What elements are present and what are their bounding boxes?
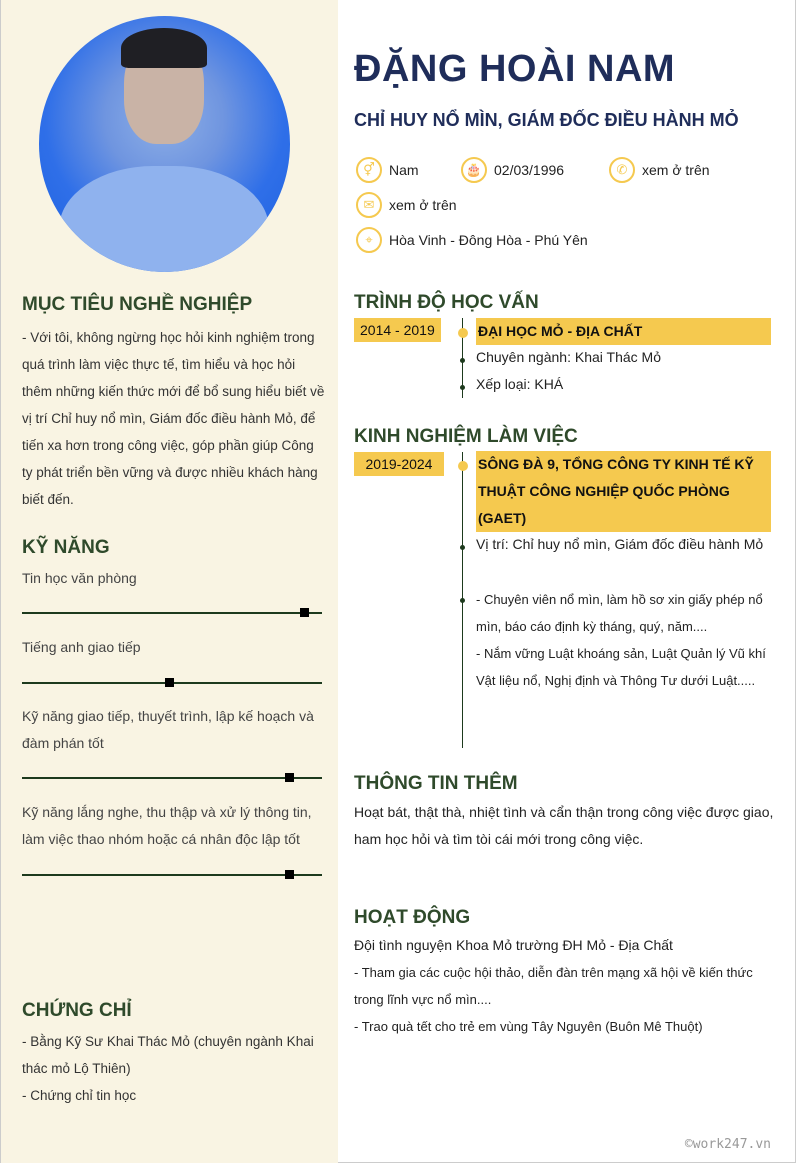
activity-item: - Trao quà tết cho trẻ em vùng Tây Nguyên (Buôn Mê Thuột) bbox=[354, 1019, 703, 1034]
objective-text: - Với tôi, không ngừng học hỏi kinh nghiệm trong quá trình làm việc thực tế, tìm hiểu và học hỏi thêm những kiến thức mới để bổ sung hiểu biết về vị trí Chỉ huy nổ mìn, Giám đốc điều hành Mỏ, để tiến xa hơn trong công việc, góp phần giúp Công ty phát triển bền vững và được nhiều khách hàng biết đến. bbox=[22, 330, 325, 507]
gender-value: Nam bbox=[389, 162, 419, 178]
objective-title: MỤC TIÊU NGHỀ NGHIỆP bbox=[22, 294, 253, 315]
phone-icon: ✆ bbox=[609, 157, 635, 183]
skill-level-marker bbox=[300, 608, 309, 617]
address-info bbox=[356, 227, 588, 253]
cake-icon: 🎂 bbox=[461, 157, 487, 183]
skill-label: Kỹ năng lắng nghe, thu thập và xử lý thông tin, làm việc thao nhóm hoặc cá nhân độc lập tốt bbox=[22, 804, 312, 847]
email-value: xem ở trên bbox=[389, 197, 457, 213]
timeline-dot bbox=[460, 358, 465, 363]
certificate-item: - Bằng Kỹ Sư Khai Thác Mỏ (chuyên ngành Khai thác mỏ Lộ Thiên) bbox=[22, 1034, 314, 1076]
experience-duty: - Chuyên viên nổ mìn, làm hồ sơ xin giấy phép nổ mìn, báo cáo định kỳ tháng, quý, năm.... bbox=[476, 592, 763, 634]
email-info bbox=[356, 192, 457, 218]
timeline-dot bbox=[458, 328, 468, 338]
extra-info-title: THÔNG TIN THÊM bbox=[354, 773, 518, 794]
timeline-dot bbox=[460, 385, 465, 390]
certificate-item: - Chứng chỉ tin học bbox=[22, 1088, 137, 1103]
address-value: Hòa Vinh - Đông Hòa - Phú Yên bbox=[389, 232, 588, 248]
gender-info bbox=[356, 157, 419, 183]
skill-level-marker bbox=[285, 773, 294, 782]
education-grade: Xếp loại: KHÁ bbox=[476, 376, 564, 392]
activities-title: HOẠT ĐỘNG bbox=[354, 907, 471, 928]
birthday-value: 02/03/1996 bbox=[494, 162, 565, 178]
skill-bar bbox=[22, 682, 322, 684]
skill-bar bbox=[22, 777, 322, 779]
school-name: ĐẠI HỌC MỎ - ĐỊA CHẤT bbox=[476, 318, 771, 345]
mail-icon: ✉ bbox=[356, 192, 382, 218]
skill-bar bbox=[22, 612, 322, 614]
skill-label: Kỹ năng giao tiếp, thuyết trình, lập kế hoạch và đàm phán tốt bbox=[22, 708, 314, 751]
left-column bbox=[1, 0, 338, 1163]
extra-info-text: Hoạt bát, thật thà, nhiệt tình và cẩn thận trong công việc được giao, ham học hỏi và tìm tòi cái mới trong công việc. bbox=[354, 804, 774, 847]
activity-org: Đội tình nguyện Khoa Mỏ trường ĐH Mỏ - Địa Chất bbox=[354, 937, 673, 953]
phone-info bbox=[609, 157, 710, 183]
experience-position: Vị trí: Chỉ huy nổ mìn, Giám đốc điều hành Mỏ bbox=[476, 536, 764, 552]
education-major: Chuyên ngành: Khai Thác Mỏ bbox=[476, 349, 661, 365]
education-date: 2014 - 2019 bbox=[354, 318, 441, 342]
profile-photo bbox=[39, 16, 290, 272]
timeline-dot bbox=[458, 461, 468, 471]
skill-level-marker bbox=[285, 870, 294, 879]
company-name: SÔNG ĐÀ 9, TỔNG CÔNG TY KINH TẾ KỸ THUẬT CÔNG NGHIỆP QUỐC PHÒNG (GAET) bbox=[476, 451, 771, 532]
skills-title: KỸ NĂNG bbox=[22, 537, 110, 558]
timeline-dot bbox=[460, 598, 465, 603]
experience-title: KINH NGHIỆM LÀM VIỆC bbox=[354, 426, 578, 447]
job-title: CHỈ HUY NỔ MÌN, GIÁM ĐỐC ĐIỀU HÀNH MỎ bbox=[354, 110, 739, 130]
experience-duty: - Nắm vững Luật khoáng sản, Luật Quản lý Vũ khí Vật liệu nổ, Nghị định và Thông Tư dưới Luật..... bbox=[476, 646, 766, 688]
skill-bar bbox=[22, 874, 322, 876]
gender-icon: ⚥ bbox=[356, 157, 382, 183]
timeline-dot bbox=[460, 545, 465, 550]
map-pin-icon: ⌖ bbox=[356, 227, 382, 253]
watermark: ©work247.vn bbox=[684, 1137, 771, 1152]
experience-date: 2019-2024 bbox=[354, 452, 444, 476]
skill-label: Tiếng anh giao tiếp bbox=[22, 639, 141, 655]
phone-value: xem ở trên bbox=[642, 162, 710, 178]
activity-item: - Tham gia các cuộc hội thảo, diễn đàn trên mạng xã hội về kiến thức trong lĩnh vực nổ mìn.... bbox=[354, 965, 753, 1007]
birthday-info bbox=[461, 157, 564, 183]
certificates-title: CHỨNG CHỈ bbox=[22, 1000, 132, 1021]
skill-label: Tin học văn phòng bbox=[22, 570, 137, 586]
full-name: ĐẶNG HOÀI NAM bbox=[354, 48, 676, 90]
skill-level-marker bbox=[165, 678, 174, 687]
education-title: TRÌNH ĐỘ HỌC VẤN bbox=[354, 292, 539, 313]
